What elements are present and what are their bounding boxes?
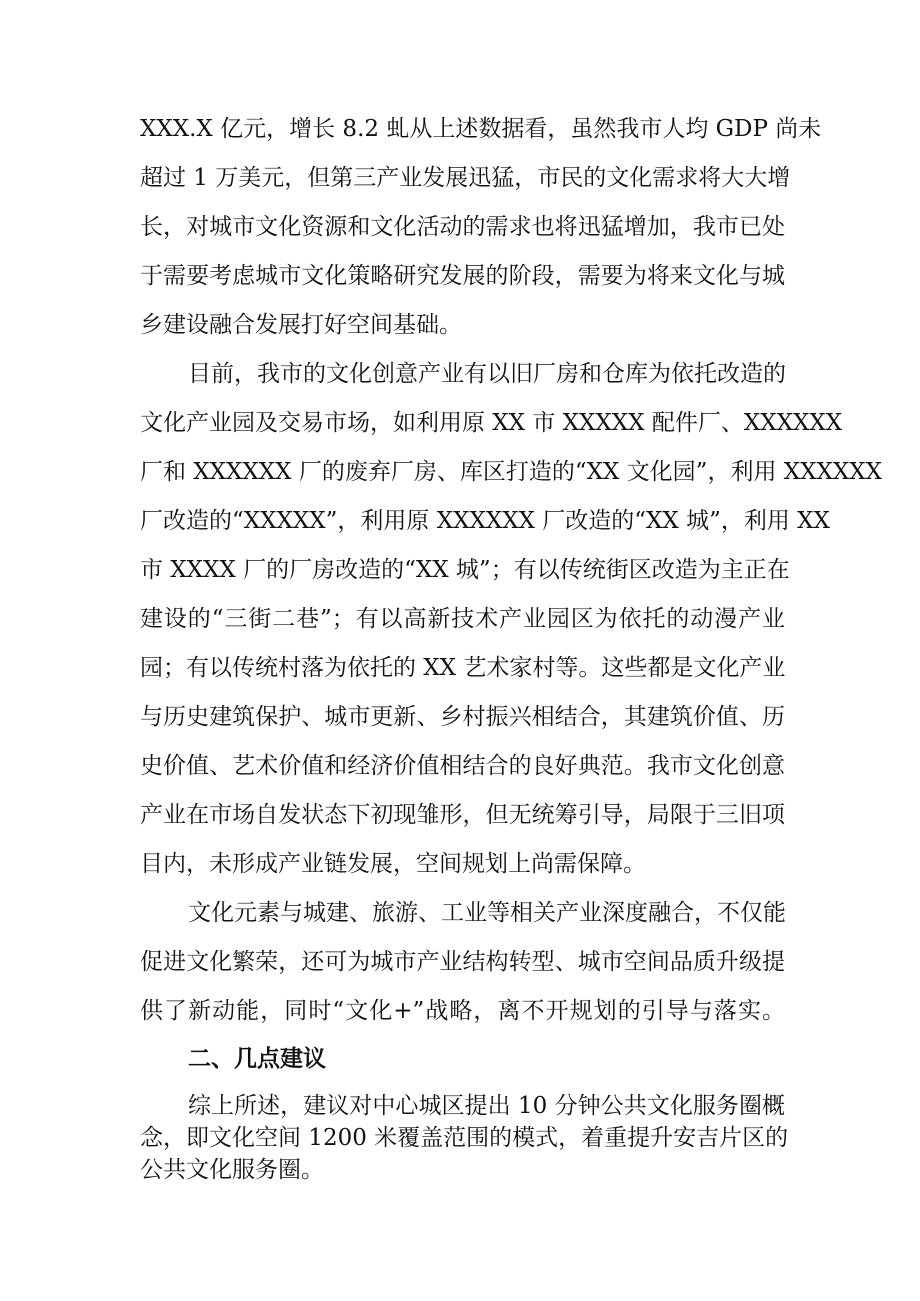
text-line: 厂改造的“XXXXX”，利用原 XXXXXX 厂改造的“XX 城”，利用 XX [140,508,830,534]
text-line: 目内，未形成产业链发展，空间规划上尚需保障。 [140,851,646,877]
text-line: 超过 1 万美元，但第三产业发展迅猛，市民的文化需求将大大增 [140,165,791,191]
text-line: 目前，我市的文化创意产业有以旧厂房和仓库为依托改造的 [188,361,786,387]
section-heading: 二、几点建议 [188,1046,326,1072]
text-line: 市 XXXX 厂的厂房改造的“XX 城”；有以传统街区改造为主正在 [140,557,790,583]
text-line: 念，即文化空间 1200 米覆盖范围的模式，着重提升安吉片区的 [140,1125,789,1151]
text-line: 厂和 XXXXXX 厂的废弃厂房、库区打造的“XX 文化园”，利用 XXXXXX [140,459,882,485]
text-line: 与历史建筑保护、城市更新、乡村振兴相结合，其建筑价值、历 [140,704,785,730]
text-line: 综上所述，建议对中心城区提出 10 分钟公共文化服务圈概 [188,1093,785,1119]
text-line: 文化产业园及交易市场，如利用原 XX 市 XXXXX 配件厂、XXXXXX [140,410,843,436]
text-line: 于需要考虑城市文化策略研究发展的阶段，需要为将来文化与城 [140,263,785,289]
text-line: 供了新动能，同时“文化+”战略，离不开规划的引导与落实。 [140,998,785,1024]
text-line: 园；有以传统村落为依托的 XX 艺术家村等。这些都是文化产业 [140,655,786,681]
text-line: 长，对城市文化资源和文化活动的需求也将迅猛增加，我市已处 [140,214,785,240]
text-line: 公共文化服务圈。 [140,1157,324,1183]
text-line: 产业在市场自发状态下初现雏形，但无统筹引导，局限于三旧项 [140,802,785,828]
text-line: 建设的“三街二巷”；有以高新技术产业园区为依托的动漫产业 [140,606,785,632]
text-line: 促进文化繁荣，还可为城市产业结构转型、城市空间品质升级提 [140,949,785,975]
text-line: 史价值、艺术价值和经济价值相结合的良好典范。我市文化创意 [140,753,785,779]
text-line: 乡建设融合发展打好空间基础。 [140,312,462,338]
text-line: XXX.X 亿元，增长 8.2 虬从上述数据看，虽然我市人均 GDP 尚未 [140,116,822,142]
text-line: 文化元素与城建、旅游、工业等相关产业深度融合，不仅能 [188,900,786,926]
